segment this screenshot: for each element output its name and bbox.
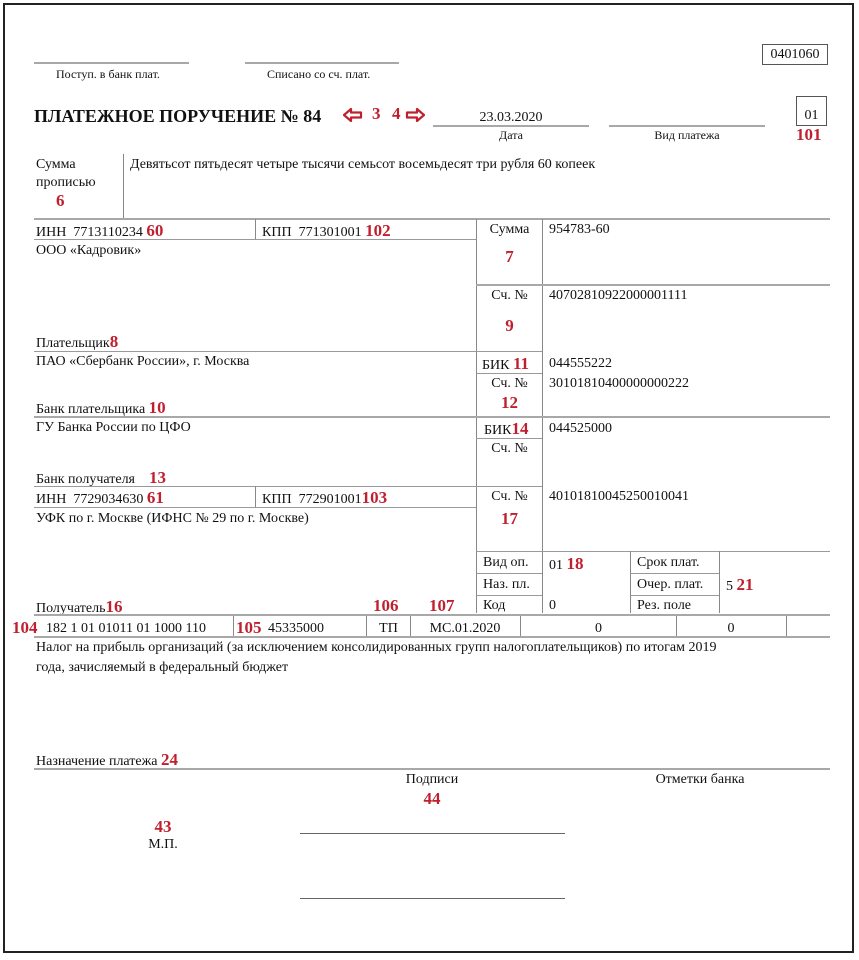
field-number-61: 61 [146,488,164,507]
divider [476,551,830,552]
divider [630,595,719,596]
payer-name: ООО «Кадровик» [36,243,142,258]
field-number-104: 104 [12,618,38,637]
divider [476,351,542,352]
payee-bank-bik [484,420,529,439]
field-number-6: 6 [56,191,65,210]
payee-inn-label: ИНН [36,492,67,507]
payment-type-line [609,125,765,127]
field-number-24: 24 [161,750,179,769]
amount-words-label-line2: прописью [36,175,96,190]
divider [476,438,542,439]
divider [719,551,720,613]
field-number-4: 4 [392,104,401,123]
payer-label [36,333,118,352]
field-number-107: 107 [429,596,455,615]
payer-bank-bik-label: БИК [482,358,510,373]
date-value: 23.03.2020 [479,110,543,125]
arrow-right-icon [405,108,425,127]
divider [255,486,256,507]
field-number-21: 21 [736,575,754,594]
signatures-label: Подписи [405,772,459,787]
field-number-9: 9 [505,316,514,335]
code-value: 0 [549,598,556,613]
payer-status-value: 01 [804,108,819,123]
field-number-7: 7 [505,247,514,266]
purpose-line1: Налог на прибыль организаций (за исключением консолидированных групп налогоплательщиков) по итогам 2019 [36,640,717,655]
field-number-60: 60 [146,221,164,240]
payee-bank-account-label: Сч. № [491,441,528,456]
received-line [34,62,189,64]
field-number-44: 44 [423,789,441,808]
purpose-code-label: Наз. пл. [483,577,530,592]
divider [630,551,631,613]
form-code-box [762,44,828,65]
field-number-13: 13 [149,468,166,487]
divider [786,616,787,636]
stamp-label: М.П. [148,837,178,852]
divider [476,373,542,374]
payer-bank-label-text: Банк плательщика [36,402,146,417]
received-label: Поступ. в банк плат. [56,67,160,81]
reserve-field-label: Рез. поле [637,598,692,613]
signature-line-1[interactable] [300,833,565,834]
purpose-label-text: Назначение платежа [36,754,158,769]
payer-sum-label: Сумма [489,222,530,237]
arrow-left-icon [343,108,363,127]
signature-line-2[interactable] [300,898,565,899]
divider [34,636,830,638]
divider [34,614,830,616]
payer-kpp-value: 771301001 [298,225,362,240]
payee-account-label: Сч. № [491,489,528,504]
payment-type-label: Вид платежа [654,128,720,142]
payer-label-text: Плательщик [36,336,110,351]
divider [233,616,234,636]
payer-bank-account-value: 30101810400000000222 [549,376,689,391]
divider [34,507,476,508]
op-type-label: Вид оп. [483,555,529,570]
payee-kpp [262,489,387,508]
amount-words-label-line1: Сумма [36,157,76,172]
payer-sum-value: 954783-60 [549,222,610,237]
divider [34,768,830,770]
payee-bank-bik-label: БИК [484,423,512,438]
field-number-18: 18 [566,554,584,573]
divider [34,416,830,418]
divider [34,239,476,240]
amount-words-value: Девятьсот пятьдесят четыре тысячи семьсот восемьдесят три рубля 60 копеек [130,157,596,172]
payee-name: УФК по г. Москве (ИФНС № 29 по г. Москве) [36,511,309,526]
field-number-16: 16 [105,597,123,616]
payer-bank-account-label: Сч. № [491,376,528,391]
bank-marks-label: Отметки банка [655,772,745,787]
field-number-101: 101 [796,125,822,144]
due-date-label: Срок плат. [637,555,700,570]
purpose-line2: года, зачисляемый в федеральный бюджет [36,660,289,675]
field-number-17: 17 [501,509,518,528]
field-number-43: 43 [154,817,172,836]
field-number-14: 14 [511,419,529,438]
code-label: Код [483,598,506,613]
payment-basis-value: ТП [379,621,398,636]
priority-label: Очер. плат. [637,577,704,592]
divider [34,486,542,487]
op-type-value: 01 [549,558,563,573]
field-number-3: 3 [372,104,381,123]
payee-bank-bik-value: 044525000 [549,421,612,436]
field-number-10: 10 [148,398,166,417]
debited-label: Списано со сч. плат. [267,67,371,81]
payer-bank-bik [482,355,529,374]
payer-inn-label: ИНН [36,225,67,240]
field-number-102: 102 [365,221,391,240]
divider [476,284,830,286]
payer-kpp-label: КПП [262,225,292,240]
divider [476,573,542,574]
payee-bank-label-text: Банк получателя [36,472,135,487]
divider [34,351,476,352]
date-line [433,125,589,127]
payer-bank-name: ПАО «Сбербанк России», г. Москва [36,354,250,369]
form-code: 0401060 [770,47,820,62]
date-label: Дата [499,128,523,142]
payer-inn-value: 7713110234 [73,225,143,240]
payee-label-text: Получатель [36,601,106,616]
divider [630,573,719,574]
field-number-103: 103 [361,488,388,507]
payer-bank-bik-value: 044555222 [549,356,612,371]
debited-line [245,62,399,64]
divider [476,595,542,596]
field-number-11: 11 [513,354,530,373]
doc-number-value: 0 [595,621,602,636]
tax-period-value: МС.01.2020 [429,621,501,636]
payee-inn [36,489,164,508]
payer-account-label: Сч. № [491,288,528,303]
oktmo-value: 45335000 [268,621,324,636]
payee-bank-name: ГУ Банка России по ЦФО [36,420,191,435]
payer-account-value: 40702810922000001111 [549,288,688,303]
priority-value: 5 [726,579,733,594]
payee-kpp-value: 772901001 [298,492,362,507]
divider [255,219,256,239]
divider [34,218,830,220]
payee-inn-value: 7729034630 [73,492,144,507]
payer-status-box [796,96,827,126]
field-number-106: 106 [373,596,399,615]
payee-account-value: 40101810045250010041 [549,489,689,504]
kbk-value: 182 1 01 01011 01 1000 110 [46,621,206,636]
op-type [549,555,584,574]
document-title: ПЛАТЕЖНОЕ ПОРУЧЕНИЕ № 84 [34,106,322,126]
field-number-105: 105 [236,618,262,637]
field-number-8: 8 [109,332,119,351]
divider [123,154,124,218]
payee-kpp-label: КПП [262,492,292,507]
priority [726,576,754,595]
doc-date-value: 0 [727,621,735,636]
field-number-12: 12 [501,393,518,412]
